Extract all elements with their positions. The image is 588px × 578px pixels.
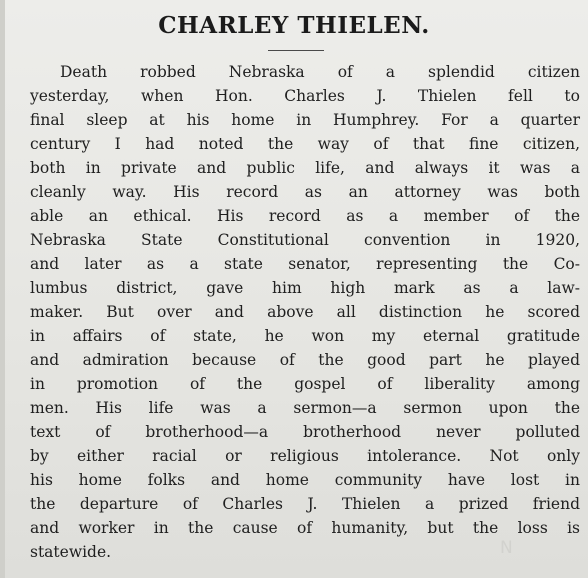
article-line: in affairs of state, he won my eternal gratitude: [30, 327, 580, 345]
article-line: his home folks and home community have lost in: [30, 471, 580, 489]
article-line: by either racial or religious intolerance. Not only: [30, 447, 580, 465]
article-line: Death robbed Nebraska of a splendid citizen: [60, 63, 580, 81]
article-line: final sleep at his home in Humphrey. For a quarter: [30, 111, 580, 129]
headline-rule: [268, 50, 324, 51]
article-line: maker. But over and above all distinction he scored: [30, 303, 580, 321]
article-headline: CHARLEY THIELEN.: [158, 12, 430, 39]
article-line: statewide.: [30, 543, 112, 561]
article-line: men. His life was a sermon—a sermon upon the: [30, 399, 580, 417]
watermark-logo: N: [500, 538, 513, 558]
article-line: and admiration because of the good part he played: [30, 351, 580, 369]
article-line: able an ethical. His record as a member of the: [30, 207, 580, 225]
clipping-edge: [0, 0, 5, 578]
article-line: the departure of Charles J. Thielen a prized friend: [30, 495, 580, 513]
article-line: century I had noted the way of that fine citizen,: [30, 135, 580, 153]
article-body: [30, 60, 580, 564]
article-line: and later as a state senator, representing the Co-: [30, 255, 580, 273]
article-line: both in private and public life, and always it was a: [30, 159, 580, 177]
article-line: yesterday, when Hon. Charles J. Thielen fell to: [30, 87, 580, 105]
article-line: and worker in the cause of humanity, but the loss is: [30, 519, 580, 537]
article-line: lumbus district, gave him high mark as a law-: [30, 279, 580, 297]
article-line: text of brotherhood—a brotherhood never polluted: [30, 423, 580, 441]
article-line: in promotion of the gospel of liberality among: [30, 375, 580, 393]
article-line: cleanly way. His record as an attorney was both: [30, 183, 580, 201]
article-line: Nebraska State Constitutional convention in 1920,: [30, 231, 580, 249]
